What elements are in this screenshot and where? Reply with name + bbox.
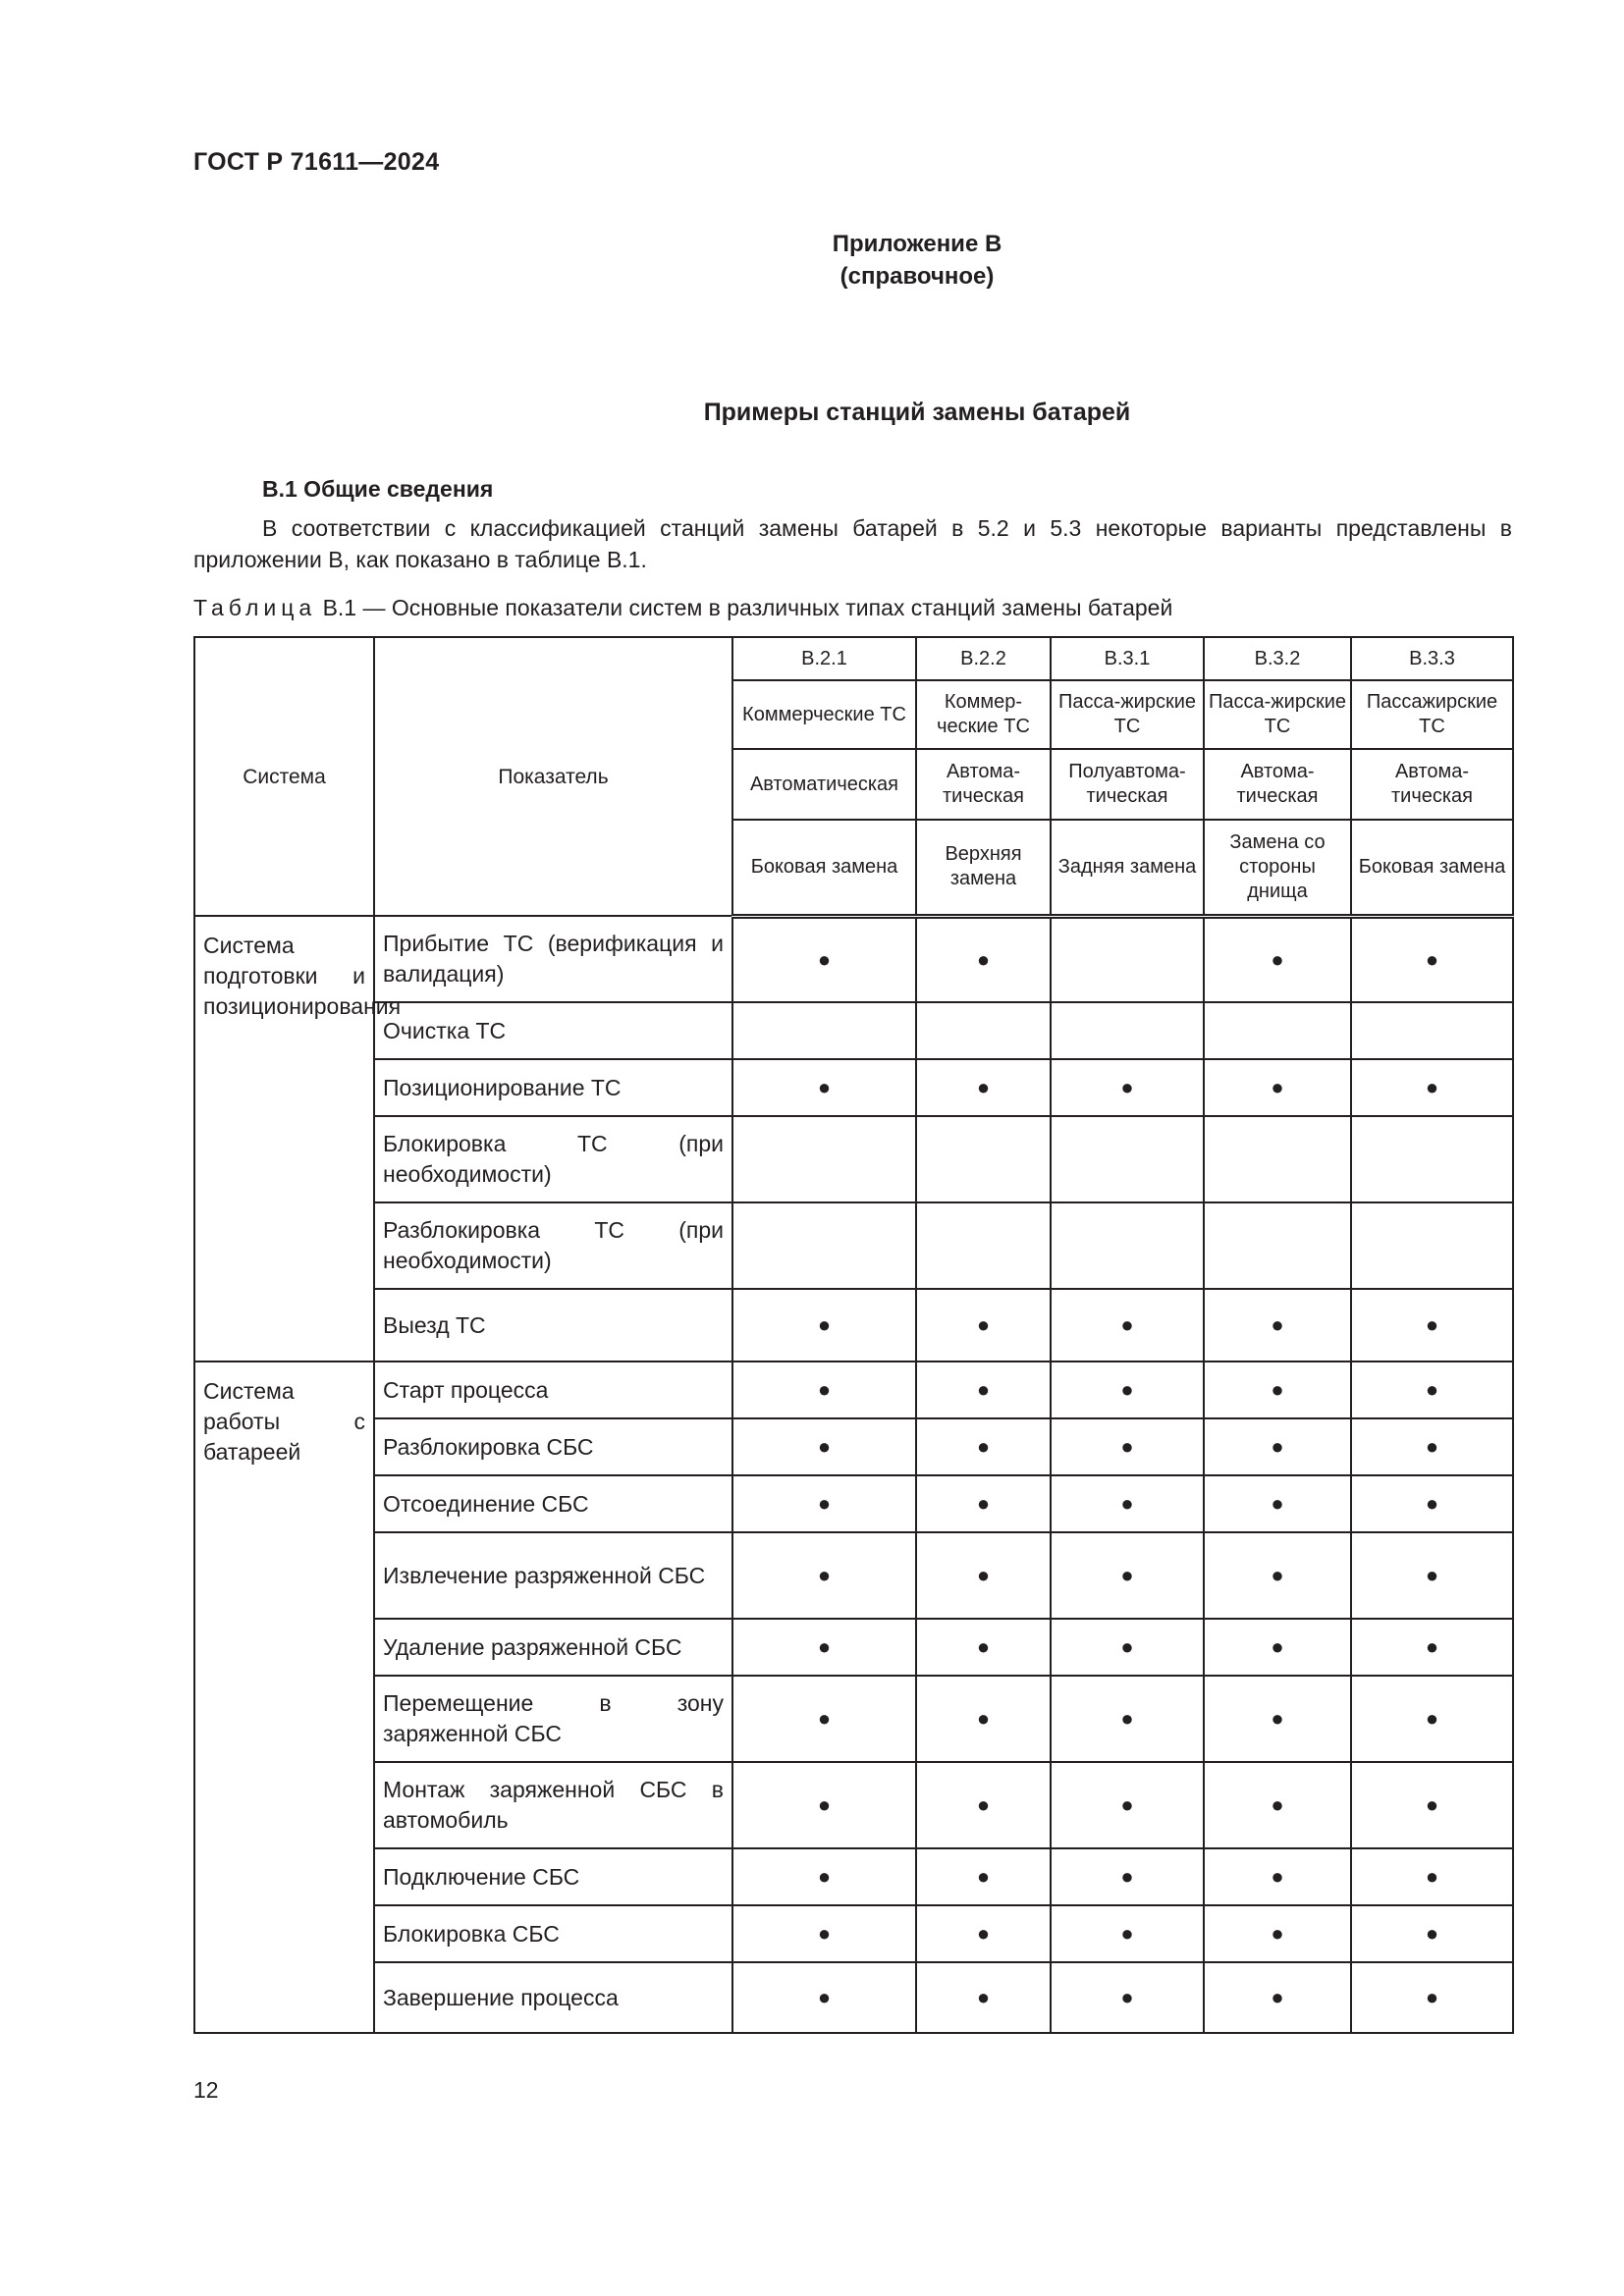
table-row [194,1905,1513,1962]
bullet-mark-cell: ● [732,916,916,1002]
empty-cell [916,1002,1051,1059]
empty-cell [1051,1116,1204,1202]
header-system: Система [194,637,374,916]
column-mode: Автома-тическая [1204,749,1351,820]
bullet-mark-cell: ● [1204,1362,1351,1418]
column-swap-type: Замена со стороны днища [1204,820,1351,916]
indicator-cell: Разблокировка ТС (при необходимости) [374,1202,732,1289]
empty-cell [1204,1202,1351,1289]
column-mode: Автоматическая [732,749,916,820]
bullet-mark-cell: ● [1051,1059,1204,1116]
empty-cell [1051,1002,1204,1059]
bullet-mark-cell: ● [916,1848,1051,1905]
bullet-mark-cell: ● [732,1289,916,1362]
indicator-cell: Блокировка СБС [374,1905,732,1962]
bullet-mark-cell: ● [1351,1905,1513,1962]
bullet-mark-cell: ● [1351,1762,1513,1848]
bullet-mark-cell: ● [732,1619,916,1676]
table-row [194,1962,1513,2033]
bullet-mark-cell: ● [916,1676,1051,1762]
table-caption [193,595,1172,621]
indicator-cell: Монтаж заряженной СБС в автомобиль [374,1762,732,1848]
bullet-mark-cell: ● [1204,1905,1351,1962]
indicator-cell: Удаление разряженной СБС [374,1619,732,1676]
empty-cell [1051,916,1204,1002]
table-row [194,1362,1513,1418]
column-swap-type: Верхняя замена [916,820,1051,916]
bullet-mark-cell: ● [1051,1619,1204,1676]
table-caption-label: Таблица [193,595,317,620]
bullet-mark-cell: ● [732,1059,916,1116]
bullet-mark-cell: ● [916,1362,1051,1418]
column-vehicle-type: Пассажирские ТС [1351,680,1513,749]
appendix-subtitle: (справочное) [839,263,995,290]
table-row [194,1619,1513,1676]
body-paragraph: В соответствии с классификацией станций замены батарей в 5.2 и 5.3 некоторые варианты представлены в приложении В, как показано в таблице В.1. [193,515,1512,572]
bullet-mark-cell: ● [1204,1059,1351,1116]
column-vehicle-type: Коммер-ческие ТС [916,680,1051,749]
bullet-mark-cell: ● [1051,1762,1204,1848]
column-swap-type: Задняя замена [1051,820,1204,916]
column-mode: Автома-тическая [916,749,1051,820]
bullet-mark-cell: ● [1351,1475,1513,1532]
column-code: В.2.2 [916,637,1051,680]
bullet-mark-cell: ● [732,1475,916,1532]
indicator-cell: Отсоединение СБС [374,1475,732,1532]
indicator-cell: Перемещение в зону заряженной СБС [374,1676,732,1762]
bullet-mark-cell: ● [916,1475,1051,1532]
column-swap-type: Боковая замена [732,820,916,916]
bullet-mark-cell: ● [1351,1289,1513,1362]
empty-cell [732,1202,916,1289]
bullet-mark-cell: ● [1351,1962,1513,2033]
bullet-mark-cell: ● [1351,1362,1513,1418]
bullet-mark-cell: ● [1204,1848,1351,1905]
bullet-mark-cell: ● [916,1532,1051,1619]
bullet-mark-cell: ● [732,1762,916,1848]
bullet-mark-cell: ● [1204,1676,1351,1762]
bullet-mark-cell: ● [1204,1762,1351,1848]
indicator-cell: Блокировка ТС (при необходимости) [374,1116,732,1202]
bullet-mark-cell: ● [1051,1289,1204,1362]
table-row [194,916,1513,1002]
indicator-cell: Извлечение разряженной СБС [374,1532,732,1619]
empty-cell [1351,1116,1513,1202]
bullet-mark-cell: ● [732,1362,916,1418]
column-code: В.2.1 [732,637,916,680]
column-vehicle-type: Пасса-жирские ТС [1051,680,1204,749]
appendix-heading [0,228,1624,293]
bullet-mark-cell: ● [732,1418,916,1475]
table-row [194,1289,1513,1362]
table-row [194,1059,1513,1116]
section-title: Примеры станций замены батарей [703,399,1131,426]
column-mode: Полуавтома-тическая [1051,749,1204,820]
indicator-cell: Прибытие ТС (верификация и валидация) [374,916,732,1002]
column-swap-type: Боковая замена [1351,820,1513,916]
empty-cell [1204,1116,1351,1202]
bullet-mark-cell: ● [916,1905,1051,1962]
bullet-mark-cell: ● [1204,1289,1351,1362]
bullet-mark-cell: ● [1204,1418,1351,1475]
table-row [194,1202,1513,1289]
bullet-mark-cell: ● [1351,1532,1513,1619]
bullet-mark-cell: ● [1051,1532,1204,1619]
bullet-mark-cell: ● [1204,1619,1351,1676]
table-row [194,1676,1513,1762]
empty-cell [916,1202,1051,1289]
column-mode: Автома-тическая [1351,749,1513,820]
empty-cell [916,1116,1051,1202]
header-row [194,637,1513,680]
empty-cell [1351,1002,1513,1059]
table-caption-text: В.1 — Основные показатели систем в различных типах станций замены батарей [316,595,1173,620]
bullet-mark-cell: ● [916,1289,1051,1362]
column-code: В.3.2 [1204,637,1351,680]
indicator-cell: Завершение процесса [374,1962,732,2033]
page-number: 12 [193,2077,219,2103]
bullet-mark-cell: ● [732,1532,916,1619]
indicator-cell: Разблокировка СБС [374,1418,732,1475]
table-row [194,1762,1513,1848]
table-row [194,1532,1513,1619]
bullet-mark-cell: ● [1051,1676,1204,1762]
column-vehicle-type: Коммерческие ТС [732,680,916,749]
bullet-mark-cell: ● [1051,1362,1204,1418]
bullet-mark-cell: ● [1051,1905,1204,1962]
bullet-mark-cell: ● [1204,1532,1351,1619]
bullet-mark-cell: ● [916,1762,1051,1848]
bullet-mark-cell: ● [1051,1418,1204,1475]
bullet-mark-cell: ● [732,1905,916,1962]
bullet-mark-cell: ● [1351,1059,1513,1116]
indicator-cell: Старт процесса [374,1362,732,1418]
bullet-mark-cell: ● [1351,1619,1513,1676]
table-row [194,1848,1513,1905]
bullet-mark-cell: ● [1051,1962,1204,2033]
indicator-cell: Очистка ТС [374,1002,732,1059]
header-indicator: Показатель [374,637,732,916]
empty-cell [1051,1202,1204,1289]
column-code: В.3.3 [1351,637,1513,680]
column-code: В.3.1 [1051,637,1204,680]
bullet-mark-cell: ● [916,1619,1051,1676]
bullet-mark-cell: ● [732,1676,916,1762]
system-cell: Система подготовки и позиционирования [194,916,374,1362]
column-vehicle-type: Пасса-жирские ТС [1204,680,1351,749]
bullet-mark-cell: ● [1051,1848,1204,1905]
bullet-mark-cell: ● [1204,1962,1351,2033]
table-row [194,1116,1513,1202]
bullet-mark-cell: ● [1351,1848,1513,1905]
bullet-mark-cell: ● [732,1962,916,2033]
appendix-title: Приложение В [832,231,1002,257]
bullet-mark-cell: ● [1351,1418,1513,1475]
bullet-mark-cell: ● [916,1962,1051,2033]
bullet-mark-cell: ● [1204,916,1351,1002]
table-row [194,1475,1513,1532]
indicator-cell: Позиционирование ТС [374,1059,732,1116]
bullet-mark-cell: ● [1051,1475,1204,1532]
empty-cell [732,1002,916,1059]
empty-cell [1204,1002,1351,1059]
subsection-title: В.1 Общие сведения [262,476,494,502]
document-code: ГОСТ Р 71611—2024 [193,148,440,176]
empty-cell [732,1116,916,1202]
bullet-mark-cell: ● [916,916,1051,1002]
system-cell: Система работы с батареей [194,1362,374,2033]
bullet-mark-cell: ● [732,1848,916,1905]
bullet-mark-cell: ● [1351,916,1513,1002]
bullet-mark-cell: ● [1204,1475,1351,1532]
indicator-cell: Подключение СБС [374,1848,732,1905]
bullet-mark-cell: ● [916,1059,1051,1116]
table-row [194,1418,1513,1475]
bullet-mark-cell: ● [1351,1676,1513,1762]
systems-table [193,636,1514,2034]
bullet-mark-cell: ● [916,1418,1051,1475]
indicator-cell: Выезд ТС [374,1289,732,1362]
empty-cell [1351,1202,1513,1289]
